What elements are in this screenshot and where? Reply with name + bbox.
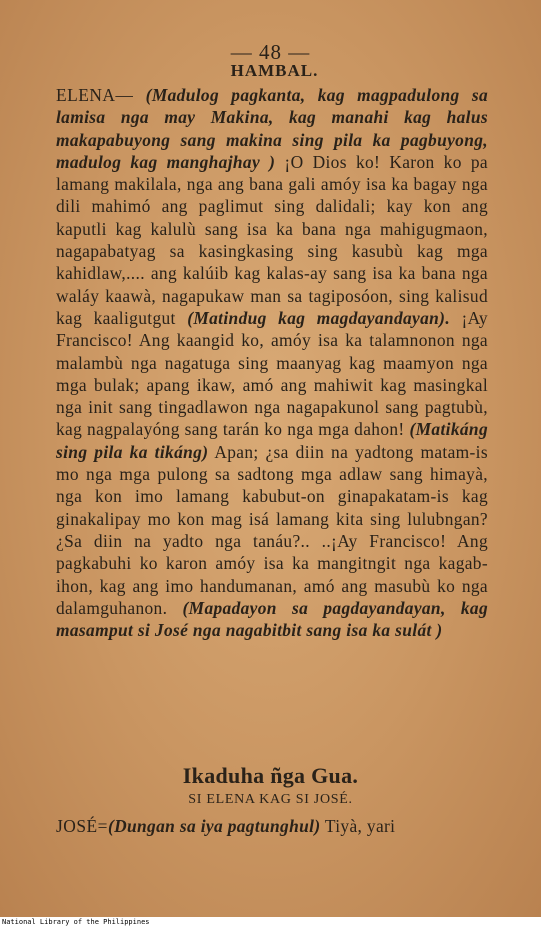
dialogue-text: ¡Ay Francisco! Ang kaangid ko, amóy isa ka talamnonon nga malambù nga nagatuga sing maanyag kag maamyon nga mga bulak; apang ikaw, amó ang mahiwit kag masingkal nga init sang tingadlawon nga nagapakunol sang pagtubù, kag nagpalayóng sang tarán ko nga mga dahon! [56,307,488,440]
scene-heading: Ikaduha ñga Gua. [182,763,359,788]
dialogue-text: ¡O Dios ko! Karon ko pa lamang makilala, nga ang bana gali amóy isa ka bagay nga dili mahimó ang paglimut sing dalidali; kay kon ang kaputli kag kalulù sang isa ka bana nga mahigugmaon, nagapabatyag sa kasingkasing sing kasubù kag mga kahidlaw,.... ang kalúib kag kalas-ay sang isa ka bana nga waláy kaawà, nagapukaw man sa tagiposóon, sing kalisud kag kaaligutgut [56,151,488,328]
speaker-elena: ELENA— [56,85,134,105]
page-number: — 48 — [230,40,311,64]
stage-direction: (Matikáng sing pila ka tikáng) [56,419,488,462]
stage-direction: (Dungan sa iya pagtunghul) [107,816,321,836]
library-credit: National Library of the Philippines [2,918,150,926]
running-head: HAMBAL. [230,61,319,80]
stage-direction: (Mapadayon sa pagdayandayan, kag masamput si José nga nagabitbit sang isa ka sulát ) [56,597,488,641]
dialogue-text: Apan; ¿sa diin na yadtong matam-is mo nga mga pulong sa sadtong mga adlaw sang himayà, nga kon imo lamang kabubut-on ginapakatam-is kag ginakalipay mo kon mag isá lamang kita sing lulubngan? ¿Sa diin na yadto nga tanáu?.. ..¡Ay Francisco! Ang pagkabuhi ko karon amóy isa ka mangitngit nga kagab-ihon, kag ang imo handumanan, amó ang masubù ko nga dalamguhanon. [56,441,488,618]
stage-direction: (Matindug kag magdayandayan). [187,307,451,328]
scene-two-text [56,815,488,837]
scene-characters: SI ELENA KAG SI JOSÉ. [188,792,353,807]
dialogue-text: Tiyà, yari [324,816,396,836]
footer-bar [0,917,541,927]
scene-one-text [56,84,488,641]
speaker-jose: JOSÉ= [56,816,108,836]
stage-direction: (Madulog pagkanta, kag magpadulong sa lamisa nga may Makina, kag manahi kag halus makapabuyong sang makina sing pila ka pagbuyong, madulog kag manghajhay ) [56,85,488,172]
